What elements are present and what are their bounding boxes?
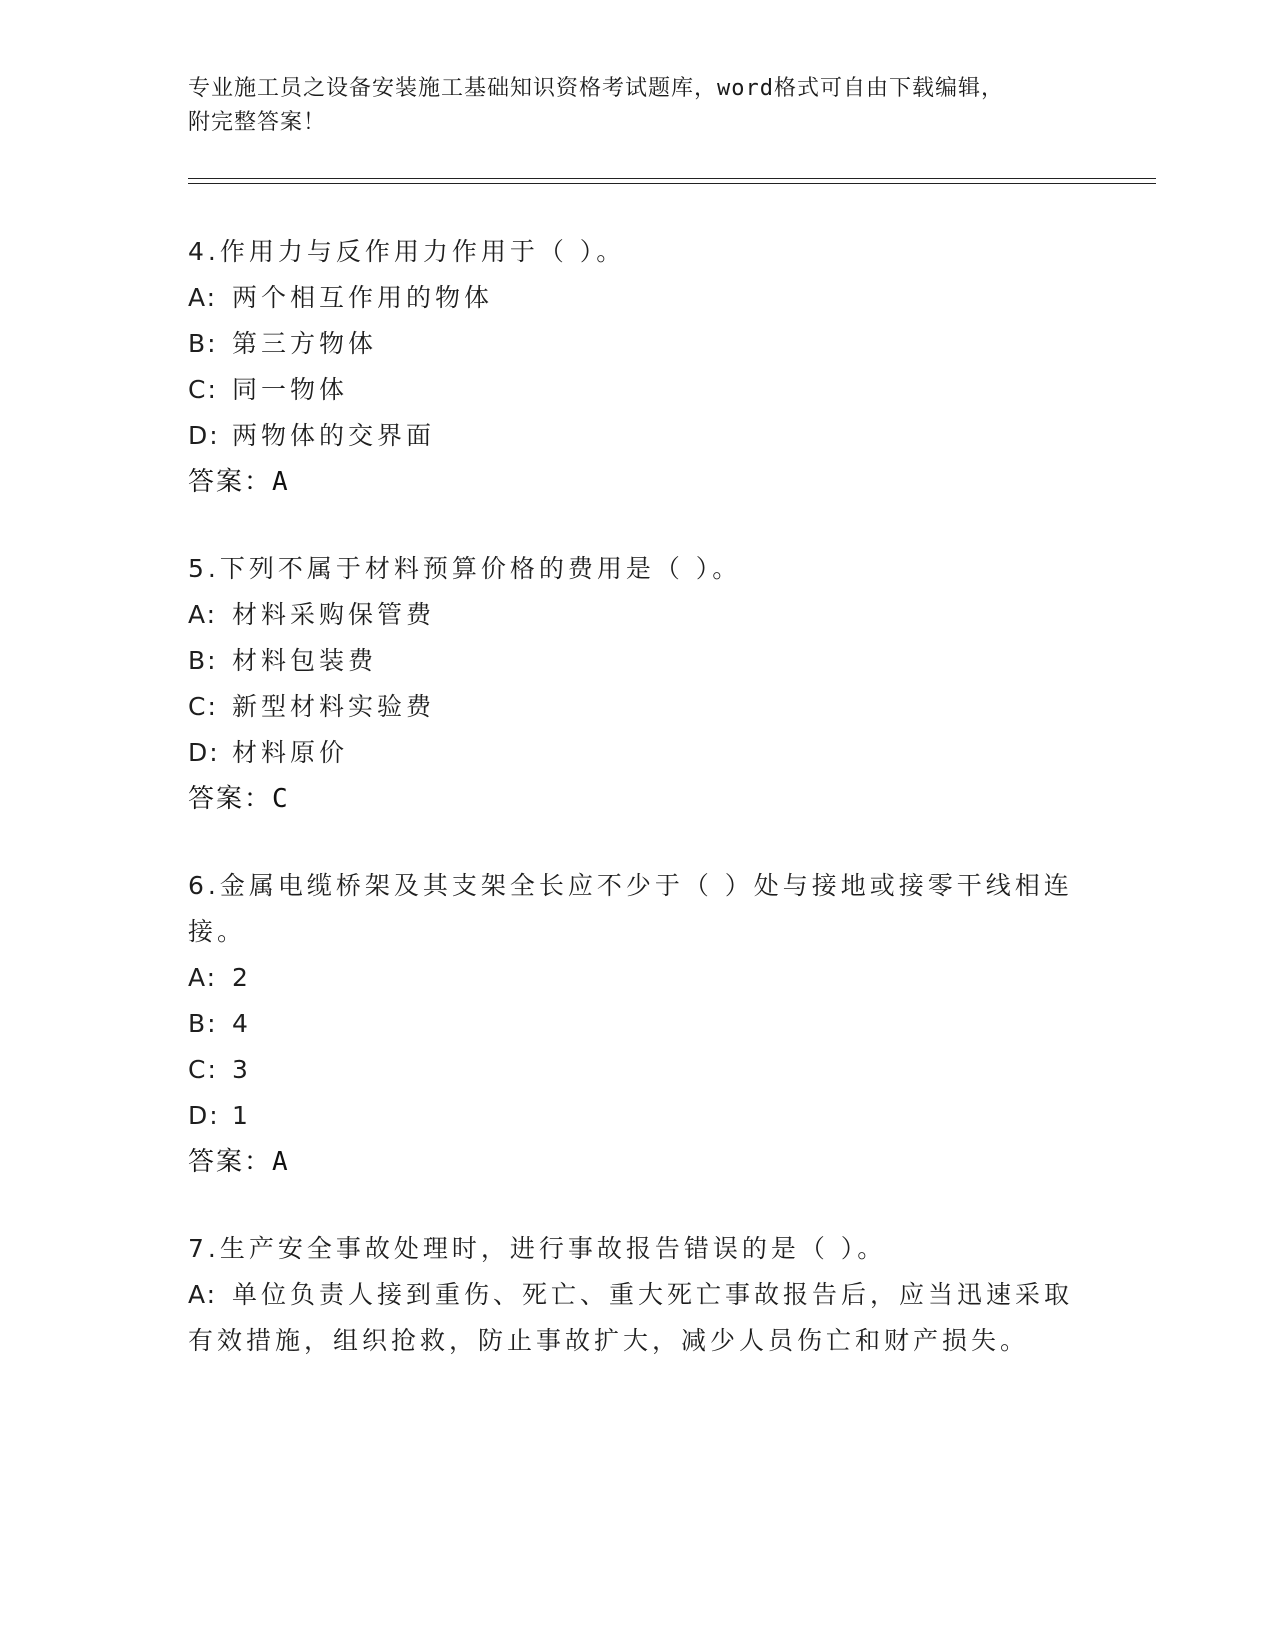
option-key: A: [188, 1280, 218, 1309]
question-stem: 4.作用力与反作用力作用于（ ）。 [188, 237, 626, 266]
option-key: B: [188, 329, 218, 358]
option-a [188, 275, 1088, 321]
option-text: 4 [232, 1009, 252, 1038]
option-text: 材料原价 [232, 738, 349, 767]
option-text: 材料包装费 [232, 646, 378, 675]
option-text: 单位负责人接到重伤、死亡、重大死亡事故报告后，应当迅速采取 [232, 1280, 1074, 1309]
option-key: C: [188, 1055, 218, 1084]
document-header [188, 72, 1088, 140]
option-a [188, 592, 1088, 638]
question-stem-continued: 接。 [188, 917, 247, 946]
option-text: 1 [232, 1101, 252, 1130]
option-key: A: [188, 600, 218, 629]
question-stem: 6.金属电缆桥架及其支架全长应不少于（ ）处与接地或接零干线相连 [188, 871, 1073, 900]
header-line-1: 专业施工员之设备安装施工基础知识资格考试题库，word格式可自由下载编辑， [188, 76, 1004, 101]
question-5 [188, 546, 1088, 822]
header-divider-top [188, 178, 1156, 179]
option-key: C: [188, 692, 218, 721]
answer-label: 答案： [188, 467, 273, 497]
question-6 [188, 863, 1088, 1185]
option-b [188, 321, 1088, 367]
answer-value: A [272, 467, 290, 497]
option-c [188, 1047, 1088, 1093]
option-key: D: [188, 738, 220, 767]
question-7 [188, 1226, 1088, 1364]
answer-value: C [272, 784, 290, 814]
option-text: 3 [232, 1055, 252, 1084]
header-divider-bottom [188, 183, 1156, 184]
option-b [188, 1001, 1088, 1047]
answer-label: 答案： [188, 784, 273, 814]
option-key: B: [188, 1009, 218, 1038]
option-d [188, 730, 1088, 776]
option-text: 新型材料实验费 [232, 692, 436, 721]
option-b [188, 638, 1088, 684]
option-key: D: [188, 421, 220, 450]
answer-value: A [272, 1147, 290, 1177]
option-a-continued: 有效措施，组织抢救，防止事故扩大，减少人员伤亡和财产损失。 [188, 1326, 1030, 1355]
option-key: A: [188, 283, 218, 312]
option-c [188, 684, 1088, 730]
answer-label: 答案： [188, 1147, 273, 1177]
option-d [188, 1093, 1088, 1139]
option-text: 两个相互作用的物体 [232, 283, 494, 312]
option-text: 2 [232, 963, 252, 992]
option-d [188, 413, 1088, 459]
answer-line [188, 776, 1088, 822]
option-key: D: [188, 1101, 220, 1130]
option-c [188, 367, 1088, 413]
option-text: 第三方物体 [232, 329, 378, 358]
answer-line [188, 459, 1088, 505]
option-key: A: [188, 963, 218, 992]
option-text: 两物体的交界面 [232, 421, 436, 450]
option-text: 材料采购保管费 [232, 600, 436, 629]
option-a [188, 1272, 1088, 1318]
option-text: 同一物体 [232, 375, 349, 404]
option-a [188, 955, 1088, 1001]
question-4 [188, 229, 1088, 505]
question-stem: 5.下列不属于材料预算价格的费用是（ ）。 [188, 554, 742, 583]
option-key: C: [188, 375, 218, 404]
option-key: B: [188, 646, 218, 675]
header-line-2: 附完整答案！ [188, 110, 327, 135]
answer-line [188, 1139, 1088, 1185]
question-stem: 7.生产安全事故处理时，进行事故报告错误的是（ ）。 [188, 1234, 887, 1263]
